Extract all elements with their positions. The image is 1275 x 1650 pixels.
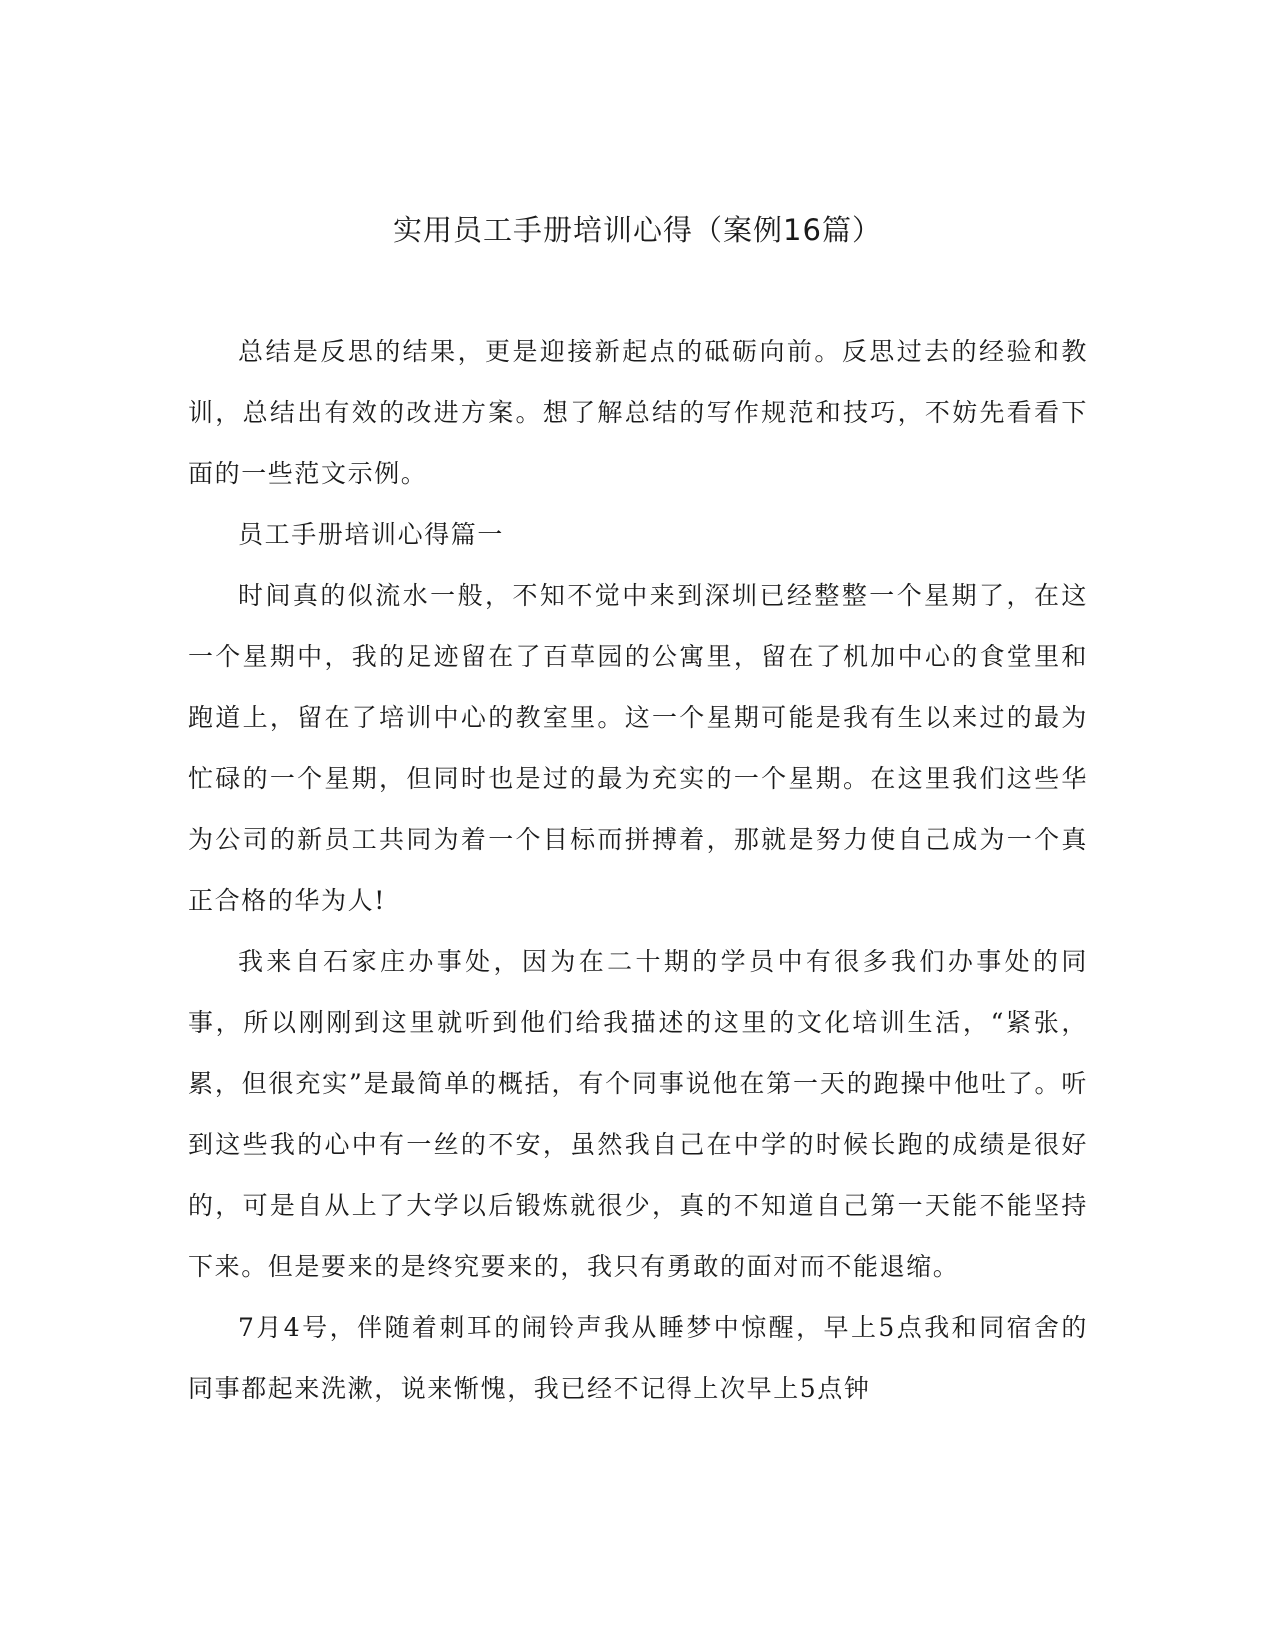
paragraph: 我来自石家庄办事处，因为在二十期的学员中有很多我们办事处的同事，所以刚刚到这里就听到他们给我描述的这里的文化培训生活，“紧张，累，但很充实”是最简单的概括，有个同事说他在第一天的跑操中他吐了。听到这些我的心中有一丝的不安，虽然我自己在中学的时候长跑的成绩是很好的，可是自从上了大学以后锻炼就很少，真的不知道自己第一天能不能坚持下来。但是要来的是终究要来的，我只有勇敢的面对而不能退缩。: [188, 947, 1088, 1281]
paragraph: 时间真的似流水一般，不知不觉中来到深圳已经整整一个星期了，在这一个星期中，我的足迹留在了百草园的公寓里，留在了机加中心的食堂里和跑道上，留在了培训中心的教室里。这一个星期可能是我有生以来过的最为忙碌的一个星期，但同时也是过的最为充实的一个星期。在这里我们这些华为公司的新员工共同为着一个目标而拼搏着，那就是努力使自己成为一个真正合格的华为人!: [188, 581, 1088, 915]
section-heading: 员工手册培训心得篇一: [238, 520, 505, 549]
paragraph: 7月4号，伴随着刺耳的闹铃声我从睡梦中惊醒，早上5点我和同宿舍的同事都起来洗漱，说来惭愧，我已经不记得上次早上5点钟: [188, 1313, 1088, 1403]
paragraph-intro: 总结是反思的结果，更是迎接新起点的砥砺向前。反思过去的经验和教训，总结出有效的改进方案。想了解总结的写作规范和技巧，不妨先看看下面的一些范文示例。: [188, 337, 1088, 488]
document-body: [188, 321, 1088, 1419]
document-title: 实用员工手册培训心得（案例16篇）: [393, 213, 882, 247]
